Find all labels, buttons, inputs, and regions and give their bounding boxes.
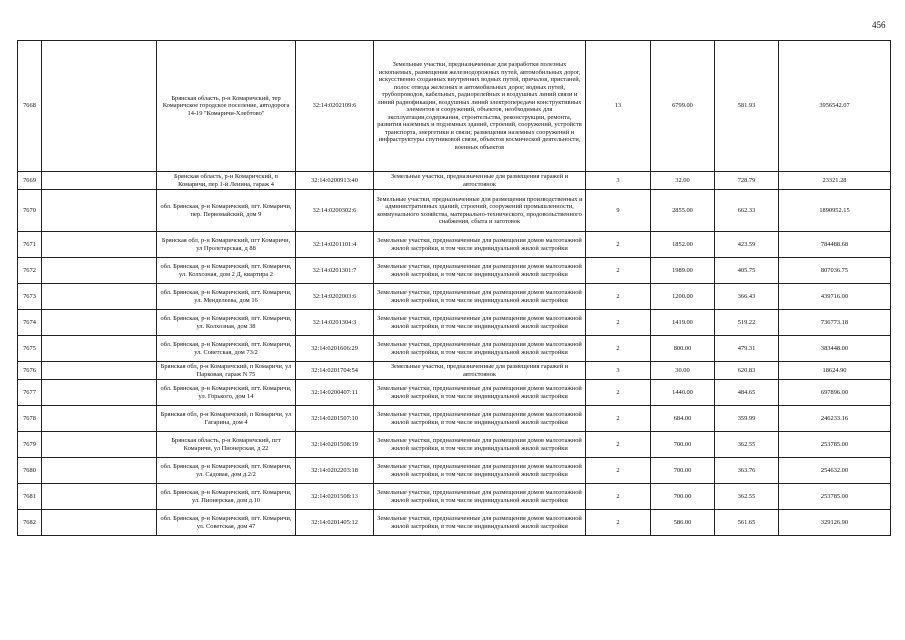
address-cell: Брянская обл, р-н Комаричский, пгт Комаричи, ул Пролетарская, д 88 [157,232,296,258]
cadastral-value-cell: 697896.00 [779,380,891,406]
area-cell: 1440.00 [651,380,715,406]
table-row [18,310,891,336]
land-purpose-cell: Земельные участки, предназначенные для размещения домов малоэтажной жилой застройки, в том числе индивидуальной жилой застройки [374,380,586,406]
blank-cell [42,406,157,432]
blank-cell [42,380,157,406]
address-cell: Брянская область, р-н Комаричский, тер Комаричское городское поселение, автодорога 14-19 "Комаричи-Хлебтово" [157,41,296,172]
row-id: 7678 [18,406,42,432]
land-purpose-cell: Земельные участки, предназначенные для размещения домов малоэтажной жилой застройки, в том числе индивидуальной жилой застройки [374,336,586,362]
land-purpose-cell: Земельные участки, предназначенные для размещения домов малоэтажной жилой застройки, в том числе индивидуальной жилой застройки [374,258,586,284]
cadastral-value-cell: 254632.00 [779,458,891,484]
cadastral-number-cell: 32:14:0201101:4 [296,232,374,258]
land-purpose-cell: Земельные участки, предназначенные для размещения домов малоэтажной жилой застройки, в том числе индивидуальной жилой застройки [374,406,586,432]
cadastral-value-cell: 1890952.15 [779,190,891,232]
table-row [18,336,891,362]
table-row [18,258,891,284]
purpose-code-cell: 2 [586,484,651,510]
cadastral-number-cell: 32:14:0200407:11 [296,380,374,406]
cadastral-number-cell: 32:14:0201704:54 [296,362,374,380]
area-cell: 2855.00 [651,190,715,232]
area-cell: 30.00 [651,362,715,380]
blank-cell [42,432,157,458]
address-cell: обл. Брянская, р-н Комаричский, пгт. Комаричи, ул. Советская, дом 73/2 [157,336,296,362]
specific-value-cell: 662.33 [715,190,779,232]
cadastral-value-cell: 246233.16 [779,406,891,432]
blank-cell [42,284,157,310]
table-row [18,510,891,536]
blank-cell [42,458,157,484]
purpose-code-cell: 3 [586,362,651,380]
area-cell: 586.00 [651,510,715,536]
table-row [18,484,891,510]
area-cell: 1200.00 [651,284,715,310]
specific-value-cell: 405.75 [715,258,779,284]
area-cell: 1989.00 [651,258,715,284]
blank-cell [42,172,157,190]
purpose-code-cell: 2 [586,510,651,536]
address-cell: обл. Брянская, р-н Комаричский, пгт. Комаричи, пер. Первомайский, дом 9 [157,190,296,232]
address-cell: Брянская область, р-н Комаричский, пгт Комаричи, ул Пионерская, д 22 [157,432,296,458]
row-id: 7681 [18,484,42,510]
area-cell: 1419.00 [651,310,715,336]
specific-value-cell: 728.79 [715,172,779,190]
cadastral-number-cell: 32:14:0201508:19 [296,432,374,458]
area-cell: 684.00 [651,406,715,432]
row-id: 7673 [18,284,42,310]
row-id: 7676 [18,362,42,380]
address-cell: обл. Брянская, р-н Комаричский, пгт. Комаричи, ул. Пионерская, дом д.10 [157,484,296,510]
specific-value-cell: 366.43 [715,284,779,310]
specific-value-cell: 561.65 [715,510,779,536]
specific-value-cell: 479.31 [715,336,779,362]
area-cell: 700.00 [651,432,715,458]
table-row [18,232,891,258]
purpose-code-cell: 2 [586,310,651,336]
area-cell: 6799.00 [651,41,715,172]
table-row [18,172,891,190]
land-purpose-cell: Земельные участки, предназначенные для размещения домов малоэтажной жилой застройки, в том числе индивидуальной жилой застройки [374,510,586,536]
address-cell: обл. Брянская, р-н Комаричский, пгт. Комаричи, ул. Советская, дом 47 [157,510,296,536]
purpose-code-cell: 2 [586,336,651,362]
table-row [18,190,891,232]
specific-value-cell: 362.55 [715,484,779,510]
purpose-code-cell: 2 [586,432,651,458]
specific-value-cell: 423.59 [715,232,779,258]
table-row [18,432,891,458]
table-row [18,380,891,406]
blank-cell [42,232,157,258]
row-id: 7672 [18,258,42,284]
specific-value-cell: 620.83 [715,362,779,380]
row-id: 7674 [18,310,42,336]
cadastral-number-cell: 32:14:0201507:10 [296,406,374,432]
cadastral-value-cell: 807036.75 [779,258,891,284]
purpose-code-cell: 9 [586,190,651,232]
row-id: 7669 [18,172,42,190]
cadastral-value-cell: 329126.90 [779,510,891,536]
purpose-code-cell: 13 [586,41,651,172]
purpose-code-cell: 2 [586,458,651,484]
row-id: 7670 [18,190,42,232]
land-purpose-cell: Земельные участки, предназначенные для размещения гаражей и автостоянок [374,362,586,380]
purpose-code-cell: 2 [586,284,651,310]
address-cell: обл. Брянская, р-н Комаричский, пгт. Комаричи, ул. Колхозная, дом 38 [157,310,296,336]
land-purpose-cell: Земельные участки, предназначенные для разработки полезных ископаемых, размещения железнодорожных путей, автомобильных дорог, искусственно созданных внутренних водных путей, причалов, пристаней, полос отвода железных и автомобильных дорог, водных путей, трубопроводов, кабельных, радиорелейных и воздушных линий связи и линий радиофикации, воздушных линий электропередачи конструктивных элементов и сооружений, объектов, необходимых для эксплуатации,содержания, строительства, реконструкции, ремонта, развития наземных и подземных зданий, строений, сооружений, устройств транспорта, энергетики и связи; размещения наземных сооружений и инфраструктуры спутниковой связи, объектов космической деятельности, военных объектов [374,41,586,172]
specific-value-cell: 359.99 [715,406,779,432]
table-row [18,458,891,484]
specific-value-cell: 581.93 [715,41,779,172]
cadastral-value-cell: 253785.00 [779,484,891,510]
cadastral-value-cell: 18624.90 [779,362,891,380]
purpose-code-cell: 2 [586,258,651,284]
cadastral-number-cell: 32:14:0201606:29 [296,336,374,362]
cadastral-value-cell: 784488.68 [779,232,891,258]
specific-value-cell: 363.76 [715,458,779,484]
cadastral-value-cell: 439716.00 [779,284,891,310]
area-cell: 32.00 [651,172,715,190]
cadastral-number-cell: 32:14:0201405:12 [296,510,374,536]
row-id: 7680 [18,458,42,484]
row-id: 7677 [18,380,42,406]
address-cell: обл. Брянская, р-н Комаричский, пгт. Комаричи, ул. Горького, дом 14 [157,380,296,406]
cadastral-number-cell: 32:14:0201508:13 [296,484,374,510]
purpose-code-cell: 3 [586,172,651,190]
blank-cell [42,336,157,362]
cadastral-value-cell: 3956542.07 [779,41,891,172]
purpose-code-cell: 2 [586,232,651,258]
cadastral-value-cell: 736773.18 [779,310,891,336]
land-purpose-cell: Земельные участки, предназначенные для размещения домов малоэтажной жилой застройки, в том числе индивидуальной жилой застройки [374,484,586,510]
blank-cell [42,362,157,380]
cadastral-number-cell: 32:14:0202109:6 [296,41,374,172]
table-row [18,41,891,172]
land-purpose-cell: Земельные участки, предназначенные для размещения домов малоэтажной жилой застройки, в том числе индивидуальной жилой застройки [374,432,586,458]
cadastral-number-cell: 32:14:0200913:40 [296,172,374,190]
address-cell: обл. Брянская, р-н Комаричский, пгт. Комаричи, ул. Колхозная, дом 2 Д, квартира 2 [157,258,296,284]
blank-cell [42,258,157,284]
cadastral-value-cell: 383448.00 [779,336,891,362]
cadastral-number-cell: 32:14:0202203:18 [296,458,374,484]
specific-value-cell: 362.55 [715,432,779,458]
row-id: 7671 [18,232,42,258]
cadastral-number-cell: 32:14:0202003:6 [296,284,374,310]
area-cell: 1852.00 [651,232,715,258]
land-purpose-cell: Земельные участки, предназначенные для размещения домов малоэтажной жилой застройки, в том числе индивидуальной жилой застройки [374,458,586,484]
land-purpose-cell: Земельные участки, предназначенные для размещения производственных и административных зданий, строений, сооружений промышленности, коммунального хозяйства, материально-технического, продовольственного снабжения, сбыта и заготовок [374,190,586,232]
purpose-code-cell: 2 [586,406,651,432]
address-cell: обл. Брянская, р-н Комаричский, пгт. Комаричи, ул. Менделеева, дом 16 [157,284,296,310]
cadastral-value-cell: 23321.28 [779,172,891,190]
table-row [18,362,891,380]
blank-cell [42,510,157,536]
row-id: 7679 [18,432,42,458]
cadastral-number-cell: 32:14:0200302:6 [296,190,374,232]
area-cell: 800.00 [651,336,715,362]
cadastral-number-cell: 32:14:0201301:7 [296,258,374,284]
address-cell: Брянская обл, р-н Комаричский, п Комаричи, ул Гагарина, дом 4 [157,406,296,432]
area-cell: 700.00 [651,484,715,510]
address-cell: Брянская область, р-н Комаричский, п Комаричи, пер 1-й Ленина, гараж 4 [157,172,296,190]
address-cell: Брянская обл, р-н Комаричский, п Комаричи, ул Парковая, гараж N 75 [157,362,296,380]
cadastral-number-cell: 32:14:0201304:3 [296,310,374,336]
row-id: 7668 [18,41,42,172]
table-row [18,284,891,310]
cadastral-table [17,40,891,536]
specific-value-cell: 484.65 [715,380,779,406]
table-body [18,41,891,536]
land-purpose-cell: Земельные участки, предназначенные для размещения домов малоэтажной жилой застройки, в том числе индивидуальной жилой застройки [374,284,586,310]
row-id: 7675 [18,336,42,362]
area-cell: 700.00 [651,458,715,484]
row-id: 7682 [18,510,42,536]
address-cell: обл. Брянская, р-н Комаричский, пгт. Комаричи, ул. Садовая, дом д.2/2 [157,458,296,484]
table-row [18,406,891,432]
blank-cell [42,190,157,232]
land-purpose-cell: Земельные участки, предназначенные для размещения домов малоэтажной жилой застройки, в том числе индивидуальной жилой застройки [374,310,586,336]
land-purpose-cell: Земельные участки, предназначенные для размещения домов малоэтажной жилой застройки, в том числе индивидуальной жилой застройки [374,232,586,258]
purpose-code-cell: 2 [586,380,651,406]
blank-cell [42,41,157,172]
blank-cell [42,310,157,336]
land-purpose-cell: Земельные участки, предназначенные для размещения гаражей и автостоянок [374,172,586,190]
specific-value-cell: 519.22 [715,310,779,336]
blank-cell [42,484,157,510]
page-number: 456 [872,20,886,30]
cadastral-value-cell: 253785.00 [779,432,891,458]
